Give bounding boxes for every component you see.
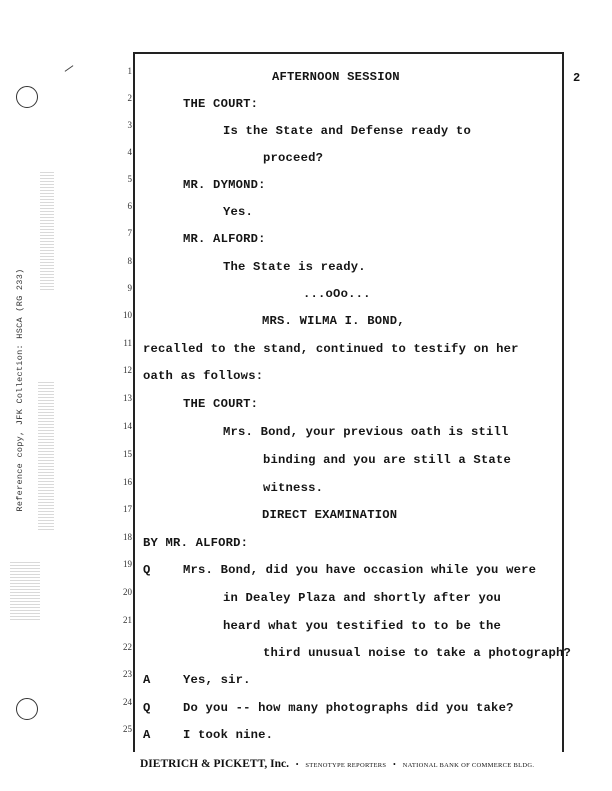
line-number: 10 [123, 310, 132, 320]
qa-marker: A [143, 728, 151, 742]
transcript-line: I took nine. [183, 728, 274, 742]
transcript-line: binding and you are still a State [263, 453, 511, 467]
line-number: 13 [123, 393, 132, 403]
transcript-line: witness. [263, 481, 324, 495]
line-number: 16 [123, 477, 132, 487]
top-rule [133, 52, 564, 54]
line-number: 6 [127, 201, 132, 211]
transcript-line: Do you -- how many photographs did you take? [183, 701, 514, 715]
line-number: 18 [123, 532, 132, 542]
line-number: 24 [123, 697, 132, 707]
scan-noise [10, 560, 40, 620]
qa-marker: Q [143, 563, 151, 577]
transcript-line: MR. ALFORD: [183, 232, 266, 246]
scan-noise [38, 380, 54, 530]
transcript-line: THE COURT: [183, 97, 259, 111]
address-label: NATIONAL BANK OF COMMERCE BLDG. [402, 762, 535, 769]
firm-name: DIETRICH & PICKETT, Inc. [140, 758, 289, 770]
transcript-line: Yes. [223, 205, 254, 219]
line-number: 19 [123, 559, 132, 569]
left-margin-rule [133, 52, 135, 752]
line-number: 15 [123, 449, 132, 459]
service-label: STENOTYPE REPORTERS [305, 762, 387, 769]
line-number: 17 [123, 504, 132, 514]
reporter-footer [140, 758, 570, 770]
line-number: 22 [123, 642, 132, 652]
transcript-line: MR. DYMOND: [183, 178, 266, 192]
transcript-line: recalled to the stand, continued to testify on her [143, 342, 519, 356]
punch-hole-bottom [16, 698, 38, 720]
line-number: 9 [127, 283, 132, 293]
transcript-line: BY MR. ALFORD: [143, 536, 249, 550]
line-number: 21 [123, 615, 132, 625]
line-number: 23 [123, 669, 132, 679]
transcript-line: THE COURT: [183, 397, 259, 411]
transcript-line: in Dealey Plaza and shortly after you [223, 591, 502, 605]
transcript-line: DIRECT EXAMINATION [262, 508, 398, 522]
transcript-line: Mrs. Bond, your previous oath is still [223, 425, 509, 439]
transcript-line: proceed? [263, 151, 324, 165]
transcript-line: heard what you testified to to be the [223, 619, 502, 633]
transcript-line: oath as follows: [143, 369, 264, 383]
transcript-line: ...oOo... [303, 287, 371, 301]
archive-reference-stamp: Reference copy, JFK Collection: HSCA (RG 233) [15, 268, 25, 512]
qa-marker: Q [143, 701, 151, 715]
line-number: 2 [127, 93, 132, 103]
line-number: 3 [127, 120, 132, 130]
line-number: 1 [127, 66, 132, 76]
transcript-line: Is the State and Defense ready to [223, 124, 471, 138]
line-number: 14 [123, 421, 132, 431]
line-number: 7 [127, 228, 132, 238]
line-number: 20 [123, 587, 132, 597]
line-number: 11 [123, 338, 132, 348]
punch-hole-top [16, 86, 38, 108]
line-number: 12 [123, 365, 132, 375]
transcript-line: third unusual noise to take a photograph? [263, 646, 572, 660]
line-number: 8 [127, 256, 132, 266]
line-number: 25 [123, 724, 132, 734]
transcript-line: MRS. WILMA I. BOND, [262, 314, 405, 328]
stray-mark [65, 65, 74, 72]
transcript-line: Mrs. Bond, did you have occasion while you were [183, 563, 537, 577]
bullet-icon: • [295, 760, 299, 769]
line-number: 5 [127, 174, 132, 184]
bullet-icon: • [393, 760, 396, 769]
transcript-line: Yes, sir. [183, 673, 251, 687]
page-number: 2 [573, 71, 581, 85]
qa-marker: A [143, 673, 151, 687]
transcript-line: The State is ready. [223, 260, 366, 274]
line-number: 4 [127, 147, 132, 157]
scan-noise [40, 170, 54, 290]
transcript-line: AFTERNOON SESSION [272, 70, 400, 84]
